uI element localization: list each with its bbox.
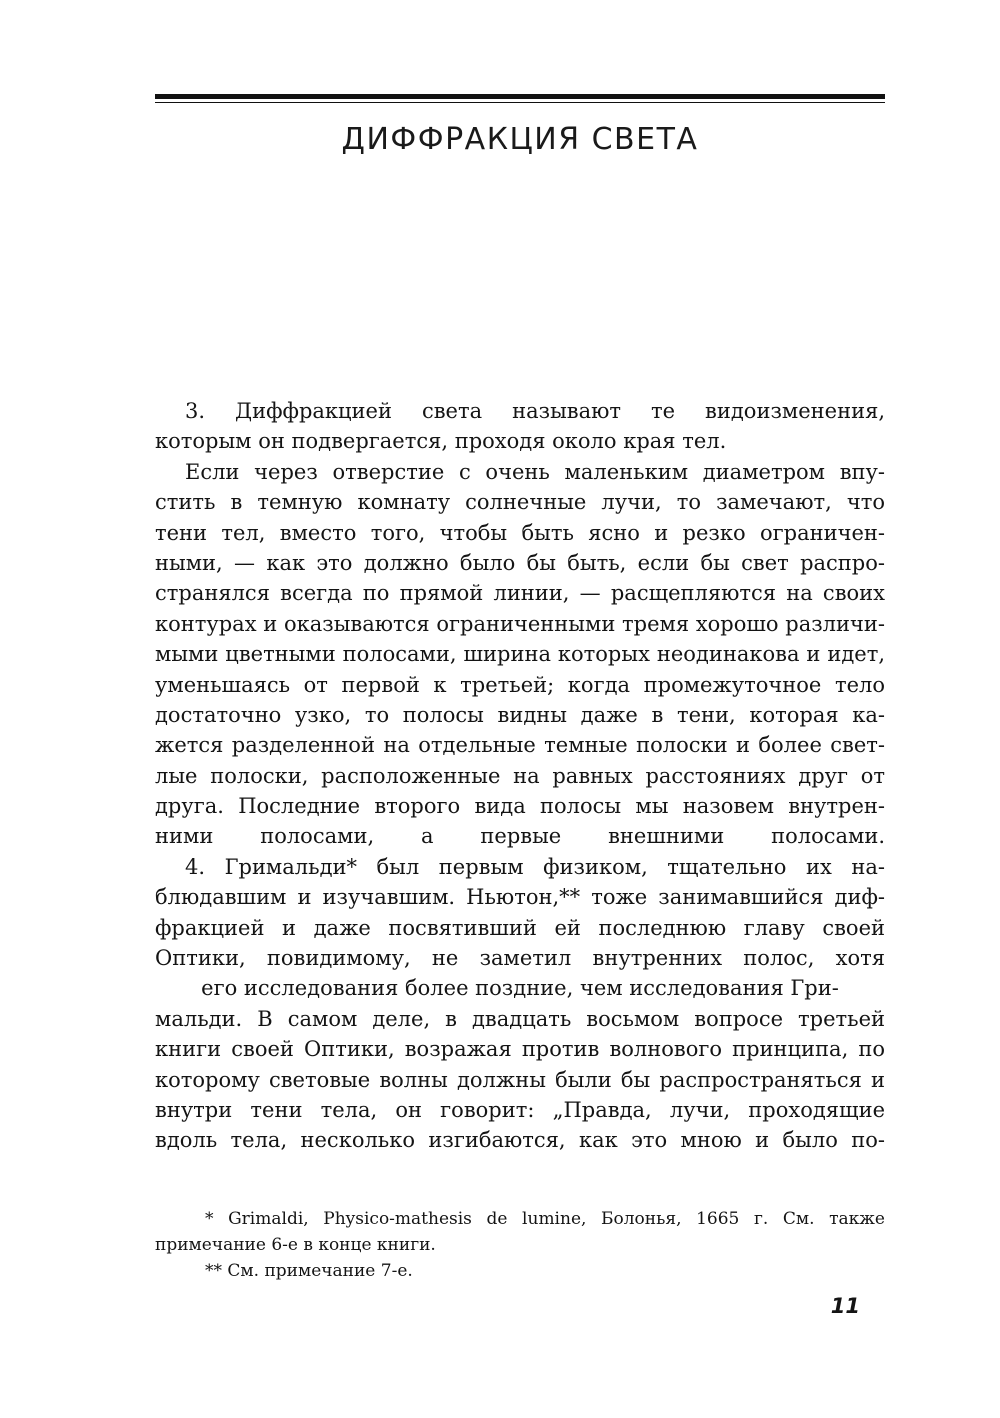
text-line: блюдавшим и изучавшим. Ньютон,** тоже занимавшийся диф- bbox=[155, 885, 885, 910]
footnote-line: примечание 6-е в конце книги. bbox=[155, 1235, 436, 1255]
text-line: книги своей Оптики, возражая против волнового принципа, по bbox=[155, 1037, 885, 1062]
text-line: достаточно узко, то полосы видны даже в тени, которая ка- bbox=[155, 702, 885, 727]
text-line: тени тел, вместо того, чтобы быть ясно и резко ограничен- bbox=[155, 520, 885, 545]
text-line: которым он подвергается, проходя около края тел. bbox=[155, 429, 727, 454]
text-line: уменьшаясь от первой к третьей; когда промежуточное тело bbox=[155, 672, 885, 697]
text-line: друга. Последние второго вида полосы мы назовем внутрен- bbox=[155, 794, 885, 819]
header-rule-thin bbox=[155, 102, 885, 103]
header-rule-thick bbox=[155, 94, 885, 99]
text-line: ными, — как это должно было бы быть, если бы свет распро- bbox=[155, 550, 885, 575]
text-line: фракцией и даже посвятивший ей последнюю главу своей bbox=[155, 915, 885, 940]
chapter-title: ДИФФРАКЦИЯ СВЕТА bbox=[341, 122, 699, 157]
text-line: Оптики, повидимому, не заметил внутренних полос, хотя bbox=[155, 946, 885, 971]
footnote-line: ** См. примечание 7-е. bbox=[205, 1261, 413, 1281]
text-line: Если через отверстие с очень маленьким диаметром впу- bbox=[185, 459, 885, 484]
text-line: вдоль тела, несколько изгибаются, как это мною и было по- bbox=[155, 1128, 885, 1153]
text-line: которому световые волны должны были бы распространяться и bbox=[155, 1067, 885, 1092]
text-line: 4. Гримальди* был первым физиком, тщательно их на- bbox=[185, 854, 885, 879]
text-line: жется разделенной на отдельные темные полоски и более свет- bbox=[155, 733, 885, 758]
body-text bbox=[155, 396, 885, 1156]
footnotes bbox=[155, 1206, 885, 1284]
text-line: 3. Диффракцией света называют те видоизменения, bbox=[185, 399, 885, 423]
text-line: внутри тени тела, он говорит: „Правда, лучи, проходящие bbox=[155, 1097, 885, 1122]
text-line: мальди. В самом деле, в двадцать восьмом вопросе третьей bbox=[155, 1006, 885, 1031]
text-line: странялся всегда по прямой линии, — расщепляются на своих bbox=[155, 581, 885, 606]
page-number: 11 bbox=[830, 1294, 860, 1318]
text-line: лые полоски, расположенные на равных расстояниях друг от bbox=[155, 763, 885, 788]
text-line: стить в темную комнату солнечные лучи, то замечают, что bbox=[155, 490, 885, 515]
text-line: контурах и оказываются ограниченными тремя хорошо различи- bbox=[155, 611, 885, 636]
text-line: мыми цветными полосами, ширина которых неодинакова и идет, bbox=[155, 642, 885, 667]
footnote-line: * Grimaldi, Physico-mathesis de lumine, Болонья, 1665 г. См. также bbox=[205, 1209, 885, 1229]
text-line: ними полосами, а первые внешними полосами. bbox=[155, 824, 885, 849]
text-line: его исследования более поздние, чем исследования Гри- bbox=[201, 976, 839, 1001]
